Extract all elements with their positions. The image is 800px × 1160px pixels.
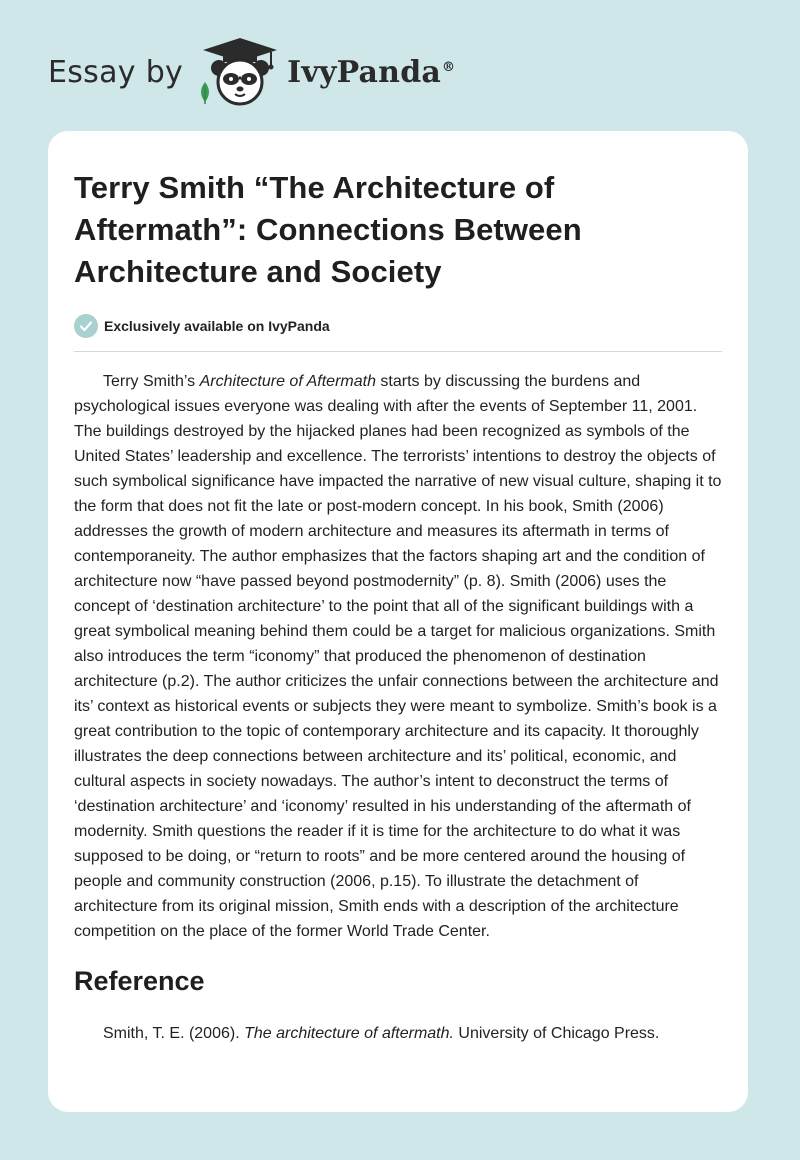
reference-entry: Smith, T. E. (2006). The architecture of aftermath. University of Chicago Press.	[103, 1025, 660, 1042]
essay-by-label: Essay by	[48, 54, 184, 90]
site-header	[48, 36, 455, 108]
brand-name[interactable]: IvyPanda®	[287, 54, 456, 90]
book-title: Architecture of Aftermath	[199, 373, 376, 390]
reference-title: The architecture of aftermath.	[244, 1025, 454, 1042]
divider	[74, 351, 722, 352]
essay-card	[48, 131, 748, 1112]
panda-graduate-icon[interactable]	[197, 36, 283, 108]
check-circle-icon	[74, 314, 98, 338]
essay-paragraph: Terry Smith’s Architecture of Aftermath starts by discussing the burdens and psychological issues everyone was dealing with after the events of September 11, 2001. The buildings destroyed by the hijacked planes had been recognized as symbols of the United States’ leadership and excellence. The terrorists’ intentions to destroy the objects of such symbolical significance have impacted the narrative of new visual culture, shaping it to the form that does not fit the late or post-modern concept. In his book, Smith (2006) addresses the growth of modern architecture and measures its aftermath in terms of contemporaneity. The author emphasizes that the factors shaping art and the condition of architecture now “have passed beyond postmodernity” (p. 8). Smith (2006) uses the concept of ‘destination architecture’ to the point that all of the significant buildings with a great symbolical meaning behind them could be a target for malicious organizations. Smith also introduces the term “iconomy” that produced the phenomenon of destination architecture (p.2). The author criticizes the unfair connections between the architecture and its’ context as historical events or subjects they were meant to symbolize. Smith’s book is a great contribution to the topic of contemporary architecture and its capacity. It thoroughly illustrates the deep connections between architecture and its’ political, economic, and cultural aspects in society nowadays. The author’s intent to deconstruct the terms of ‘destination architecture’ and ‘iconomy’ resulted in his understanding of the aftermath of modernity. Smith questions the reader if it is time for the architecture to do what it was supposed to be doing, or “return to roots” and be more centered around the housing of people and community construction (2006, p.15). To illustrate the detachment of architecture from its original mission, Smith ends with a description of the architecture competition on the place of the former World Trade Center.	[74, 373, 722, 940]
exclusive-badge	[74, 314, 722, 338]
page-title: Terry Smith “The Architecture of Aftermath”: Connections Between Architecture and Society	[74, 170, 582, 289]
exclusive-badge-text: Exclusively available on IvyPanda	[104, 318, 330, 334]
reference-heading: Reference	[74, 966, 205, 996]
trademark-symbol: ®	[442, 59, 456, 75]
